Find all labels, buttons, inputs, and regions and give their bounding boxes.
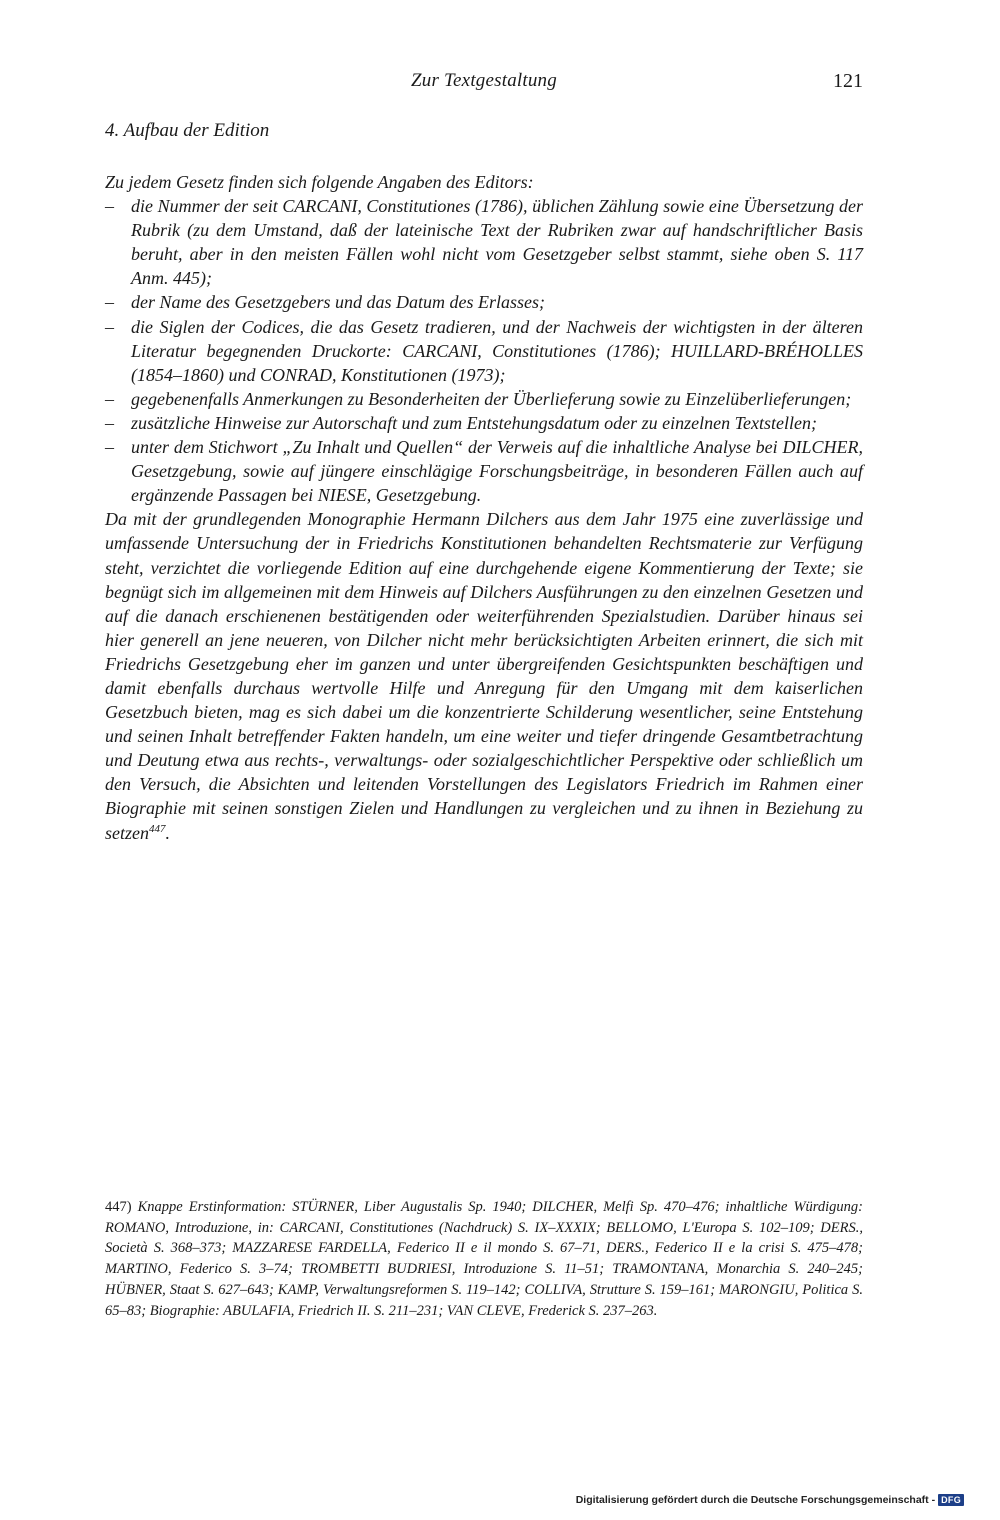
body-text xyxy=(105,170,863,845)
paragraph-text: Da mit der grundlegenden Monographie Hermann Dilchers aus dem Jahr 1975 eine zuverlässige und umfassende Untersuchung der in Friedrichs Konstitutionen behandelten Rechtsmaterie zur Verfügung steht, verzichtet die vorliegende Edition auf eine durchgehende eigene Kommentierung der Texte; sie begnügt sich im allgemeinen mit dem Hinweis auf Dilchers Ausführungen zu den einzelnen Gesetzen und auf die danach erschienenen bestätigenden oder weiterführenden Spezialstudien. Darüber hinaus sei hier generell an jene neueren, von Dilcher nicht mehr berücksichtigten Arbeiten erinnert, die sich mit Friedrichs Gesetzgebung eher im ganzen und unter übergreifenden Gesichtspunkten beschäftigen und damit ebenfalls durchaus wertvolle Hilfe und Anregung für den Umgang mit dem kaiserlichen Gesetzbuch bieten, mag es sich dabei um die konzentrierte Schilderung wesentlicher, seine Entstehung und seinen Inhalt betreffender Fakten handeln, um eine weiter und tiefer dringende Gesamtbetrachtung und Deutung etwa aus rechts-, verwaltungs- oder sozialgeschichtlicher Perspektive oder schließlich um den Versuch, die Absichten und leitenden Vorstellungen des Legislators Friedrich im Rahmen einer Biographie mit seinen sonstigen Zielen und Handlungen zu vergleichen und zu ihnen in Beziehung zu setzen xyxy=(105,509,863,843)
digitization-credit xyxy=(576,1494,964,1506)
page-number: 121 xyxy=(833,70,863,92)
list-item-text: die Nummer der seit CARCANI, Constitutiones (1786), üblichen Zählung sowie eine Übersetzung der Rubrik (zu dem Umstand, daß der lateinische Text der Rubriken zwar auf handschriftlicher Basis beruht, aber in den meisten Fällen wohl nicht vom Gesetzgeber selbst stammt, siehe oben S. 117 Anm. 445); xyxy=(131,196,863,289)
footnote xyxy=(105,1197,863,1321)
dfg-logo-icon: DFG xyxy=(938,1494,964,1506)
section-heading: 4. Aufbau der Edition xyxy=(105,120,270,141)
list-item xyxy=(105,315,863,387)
list-item-text: die Siglen der Codices, die das Gesetz tradieren, und der Nachweis der wichtigsten in der älteren Literatur begegnenden Druckorte: CARCANI, Constitutiones (1786); HUILLARD-BRÉHOLLES (1854–1860) und CONRAD, Konstitutionen (1973); xyxy=(131,316,863,385)
list-item xyxy=(105,411,863,435)
footnote-reference[interactable]: 447 xyxy=(149,822,166,835)
list-item xyxy=(105,387,863,411)
list-dash: – xyxy=(105,412,114,433)
digitization-text: Digitalisierung gefördert durch die Deutsche Forschungsgemeinschaft - xyxy=(575,1494,936,1506)
list-dash: – xyxy=(105,388,114,409)
list-dash: – xyxy=(105,292,114,313)
body-paragraph xyxy=(105,507,863,844)
footnote-text: Knappe Erstinformation: STÜRNER, Liber Augustalis Sp. 1940; DILCHER, Melfi Sp. 470–476; inhaltliche Würdigung: ROMANO, Introduzione, in: CARCANI, Constitutiones (Nachdruck) S. IX–XXXIX; BELLOMO, L'Europa S. 102–109; DERS., Società S. 368–373; MAZZARESE FARDELLA, Federico II e il mondo S. 67–71, DERS., Federico II e la crisi S. 475–478; MARTINO, Federico S. 3–74; TROMBETTI BUDRIESI, Introduzione S. 11–51; TRAMONTANA, Monarchia S. 240–245; HÜBNER, Staat S. 627–643; KAMP, Verwaltungsreformen S. 119–142; COLLIVA, Strutture S. 159–161; MARONGIU, Politica S. 65–83; Biographie: ABULAFIA, Friedrich II. S. 211–231; VAN CLEVE, Frederick S. 237–263. xyxy=(105,1199,863,1319)
list-item-text: gegebenenfalls Anmerkungen zu Besonderheiten der Überlieferung sowie zu Einzelüberlieferungen; xyxy=(131,388,852,409)
footnote-marker: 447) xyxy=(105,1199,132,1215)
list-item xyxy=(105,435,863,507)
running-head xyxy=(105,70,863,100)
paragraph-end: . xyxy=(165,822,170,843)
editor-info-list xyxy=(105,194,863,507)
list-item-text: unter dem Stichwort „Zu Inhalt und Quellen“ der Verweis auf die inhaltliche Analyse bei DILCHER, Gesetzgebung, sowie auf jüngere einschlägige Forschungsbeiträge, in besonderen Fällen auch auf ergänzende Passagen bei NIESE, Gesetzgebung. xyxy=(131,437,863,506)
list-dash: – xyxy=(105,316,114,337)
list-dash: – xyxy=(105,437,114,458)
list-item xyxy=(105,290,863,314)
list-item xyxy=(105,194,863,290)
intro-sentence: Zu jedem Gesetz finden sich folgende Angaben des Editors: xyxy=(105,172,534,192)
list-item-text: zusätzliche Hinweise zur Autorschaft und zum Entstehungsdatum oder zu einzelnen Textstellen; xyxy=(131,412,817,433)
list-item-text: der Name des Gesetzgebers und das Datum des Erlasses; xyxy=(131,292,545,313)
running-title: Zur Textgestaltung xyxy=(411,70,557,91)
list-dash: – xyxy=(105,196,114,217)
